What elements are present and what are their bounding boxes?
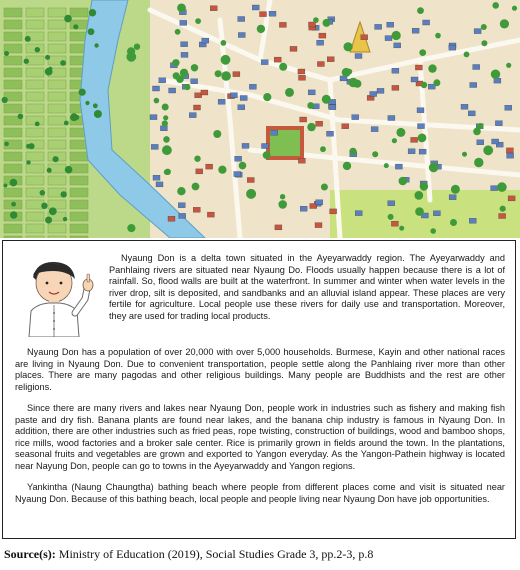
- field-plot: [26, 104, 44, 113]
- tree: [257, 25, 265, 33]
- field-plot: [48, 44, 66, 53]
- house-roof: [207, 212, 214, 217]
- tree: [462, 152, 467, 157]
- field-plot: [26, 164, 44, 173]
- house-roof: [151, 144, 158, 149]
- tree: [450, 219, 457, 226]
- tree: [349, 78, 358, 87]
- tree: [481, 24, 487, 30]
- tree: [175, 29, 181, 35]
- house-roof: [355, 211, 362, 216]
- tree: [421, 82, 427, 88]
- house-roof: [300, 117, 307, 122]
- field-plot: [48, 128, 66, 137]
- house-roof: [499, 214, 506, 219]
- house-roof: [417, 108, 424, 113]
- tree: [321, 184, 328, 191]
- field-plot: [4, 236, 22, 238]
- tree: [162, 145, 172, 155]
- field-plot: [70, 200, 88, 209]
- field-plot: [70, 188, 88, 197]
- tree: [435, 33, 441, 39]
- house-roof: [505, 105, 512, 110]
- tree: [500, 206, 506, 212]
- house-roof: [412, 28, 419, 33]
- tree: [392, 31, 401, 40]
- field-plot: [48, 32, 66, 41]
- house-roof: [196, 169, 203, 174]
- house-roof: [468, 111, 475, 116]
- field-plot: [26, 224, 44, 233]
- house-roof: [230, 93, 237, 98]
- house-roof: [191, 79, 198, 84]
- house-roof: [418, 124, 425, 129]
- house-roof: [169, 88, 176, 93]
- tree: [428, 64, 436, 72]
- tree: [384, 163, 389, 168]
- town-map-icon: [0, 0, 520, 238]
- house-roof: [238, 33, 245, 38]
- tree: [180, 69, 188, 77]
- field-plot: [4, 164, 22, 173]
- tree: [65, 166, 73, 174]
- tree: [417, 7, 424, 14]
- tree: [500, 19, 509, 28]
- tree: [165, 169, 171, 175]
- field-plot: [70, 224, 88, 233]
- tree: [45, 217, 52, 224]
- house-roof: [181, 42, 188, 47]
- field-plot: [4, 8, 22, 17]
- house-roof: [316, 200, 323, 205]
- house-roof: [240, 96, 247, 101]
- tree: [11, 202, 16, 207]
- house-roof: [433, 211, 440, 216]
- house-roof: [275, 225, 282, 230]
- field-plot: [48, 92, 66, 101]
- house-roof: [411, 137, 418, 142]
- house-roof: [247, 178, 254, 183]
- house-roof: [474, 29, 481, 34]
- tree: [60, 60, 66, 66]
- description-panel: [2, 240, 516, 539]
- tree: [418, 134, 427, 143]
- house-roof: [470, 83, 477, 88]
- house-roof: [178, 203, 185, 208]
- tree: [127, 224, 135, 232]
- tree: [61, 191, 67, 197]
- tree: [64, 15, 72, 23]
- tree: [35, 122, 40, 127]
- field-plot: [26, 68, 44, 77]
- tree: [24, 59, 29, 64]
- house-roof: [242, 143, 249, 148]
- field-plot: [26, 236, 44, 238]
- house-roof: [491, 186, 498, 191]
- house-roof: [298, 158, 305, 163]
- tree: [392, 138, 397, 143]
- tree: [26, 144, 31, 149]
- house-roof: [385, 36, 392, 41]
- house-roof: [153, 86, 160, 91]
- field-plot: [26, 212, 44, 221]
- house-roof: [391, 221, 398, 226]
- tree: [343, 162, 351, 170]
- field-plot: [48, 140, 66, 149]
- tree: [414, 191, 423, 200]
- tree: [399, 177, 408, 186]
- house-roof: [394, 43, 401, 48]
- tree: [63, 217, 67, 221]
- tree: [246, 189, 256, 199]
- house-roof: [181, 52, 188, 57]
- house-roof: [330, 209, 337, 214]
- house-roof: [506, 148, 513, 153]
- tree: [320, 146, 326, 152]
- house-roof: [388, 201, 395, 206]
- tree: [349, 148, 356, 155]
- tree: [464, 52, 470, 58]
- tree: [399, 226, 404, 231]
- tree: [192, 183, 200, 191]
- tree: [218, 166, 226, 174]
- tree: [49, 207, 57, 215]
- tree: [497, 182, 507, 192]
- field-plot: [26, 92, 44, 101]
- tree: [474, 158, 483, 167]
- tree: [491, 70, 500, 79]
- tree: [41, 203, 47, 209]
- tree: [307, 123, 315, 131]
- schoolboy-illustration-icon: [15, 259, 105, 337]
- tree: [18, 114, 24, 120]
- house-roof: [327, 131, 334, 136]
- field-plot: [70, 236, 88, 238]
- house-roof: [469, 218, 476, 223]
- house-roof: [423, 20, 430, 25]
- tree: [173, 72, 180, 79]
- field-plot: [4, 224, 22, 233]
- field-plot: [4, 68, 22, 77]
- house-roof: [179, 213, 186, 218]
- house-roof: [449, 45, 456, 50]
- field-plot: [70, 164, 88, 173]
- house-roof: [461, 104, 468, 109]
- tree: [70, 113, 78, 121]
- field-plot: [48, 200, 66, 209]
- tree: [481, 40, 487, 46]
- house-roof: [252, 5, 259, 10]
- house-roof: [316, 121, 323, 126]
- field-plot: [4, 20, 22, 29]
- tree: [45, 55, 50, 60]
- field-plot: [70, 20, 88, 29]
- house-roof: [449, 195, 456, 200]
- house-roof: [370, 92, 377, 97]
- house-roof: [210, 6, 217, 11]
- tree: [285, 88, 294, 97]
- house-roof: [317, 62, 324, 67]
- tree: [10, 211, 17, 218]
- tree: [430, 228, 436, 234]
- field-plot: [26, 8, 44, 17]
- house-roof: [419, 149, 426, 154]
- tree: [512, 6, 517, 11]
- tree: [215, 70, 222, 77]
- house-roof: [298, 69, 305, 74]
- source-text: Ministry of Education (2019), Social Studies Grade 3, pp.2-3, p.8: [55, 547, 374, 561]
- house-roof: [195, 93, 202, 98]
- house-roof: [361, 35, 368, 40]
- field-plot: [26, 176, 44, 185]
- field-plot: [48, 80, 66, 89]
- tree: [163, 136, 170, 143]
- house-roof: [194, 105, 201, 110]
- tree: [213, 130, 221, 138]
- field-plot: [4, 128, 22, 137]
- tree: [88, 28, 95, 35]
- house-roof: [189, 113, 196, 118]
- field-plot: [4, 56, 22, 65]
- field-plot: [48, 8, 66, 17]
- tree: [388, 214, 394, 220]
- house-roof: [153, 175, 160, 180]
- house-roof: [319, 33, 326, 38]
- house-roof: [261, 60, 268, 65]
- house-roof: [249, 84, 256, 89]
- house-roof: [342, 124, 349, 129]
- tree: [94, 110, 102, 118]
- tree: [73, 24, 78, 29]
- field-plot: [4, 32, 22, 41]
- tree: [221, 55, 231, 65]
- house-roof: [371, 127, 378, 132]
- house-roof: [193, 207, 200, 212]
- house-roof: [233, 72, 240, 77]
- tree: [53, 156, 59, 162]
- field-plot: [4, 152, 22, 161]
- tree: [25, 36, 31, 42]
- house-roof: [271, 130, 278, 135]
- house-roof: [159, 78, 166, 83]
- field-plot: [4, 104, 22, 113]
- tree: [85, 101, 89, 105]
- tree: [429, 163, 438, 172]
- house-roof: [150, 115, 157, 120]
- tree: [48, 67, 52, 71]
- house-roof: [262, 144, 269, 149]
- tree: [279, 63, 287, 71]
- house-roof: [415, 65, 422, 70]
- tree: [344, 42, 353, 51]
- house-roof: [395, 164, 402, 169]
- field-plot: [48, 116, 66, 125]
- house-roof: [492, 139, 499, 144]
- tree: [162, 104, 169, 111]
- tree: [26, 160, 30, 164]
- field-plot: [4, 80, 22, 89]
- house-roof: [327, 57, 334, 62]
- tree: [492, 2, 499, 9]
- tree: [372, 151, 378, 157]
- field-plot: [4, 188, 22, 197]
- field-plot: [70, 152, 88, 161]
- house-roof: [352, 115, 359, 120]
- house-roof: [308, 90, 315, 95]
- house-roof: [477, 140, 484, 145]
- house-roof: [180, 20, 187, 25]
- tree: [221, 40, 227, 46]
- tree: [313, 17, 319, 23]
- house-roof: [202, 38, 209, 43]
- field-plot: [48, 236, 66, 238]
- tree: [163, 115, 168, 120]
- tree: [94, 43, 98, 47]
- field-plot: [70, 8, 88, 17]
- tree: [263, 93, 271, 101]
- house-roof: [269, 11, 276, 16]
- tree: [419, 49, 426, 56]
- house-roof: [392, 85, 399, 90]
- field-plot: [48, 224, 66, 233]
- house-roof: [508, 196, 515, 201]
- field-plot: [48, 20, 66, 29]
- tree: [323, 19, 331, 27]
- house-roof: [355, 54, 362, 59]
- tree: [35, 47, 40, 52]
- house-roof: [201, 90, 208, 95]
- tree: [420, 182, 428, 190]
- house-roof: [375, 24, 382, 29]
- paragraph-2: Nyaung Don has a population of over 20,000 with over 5,000 households. Burmese, Kayin and other national races are living in Nyaung Don. Due to convenient transportation, people settle along the Panhlaing river more than other places. There are many pagodas and other religious buildings. Many people are Buddhists and the rest are other religions.: [15, 347, 505, 392]
- tree: [4, 142, 9, 147]
- house-roof: [156, 182, 163, 187]
- tree: [47, 168, 52, 173]
- house-roof: [235, 156, 242, 161]
- tree: [263, 151, 271, 159]
- tree: [3, 184, 7, 188]
- field-plot: [48, 104, 66, 113]
- tree: [40, 190, 46, 196]
- tree: [221, 71, 231, 81]
- intro-row: [15, 253, 505, 337]
- field-plot: [26, 80, 44, 89]
- house-roof: [234, 172, 241, 177]
- house-roof: [329, 105, 336, 110]
- house-roof: [218, 99, 225, 104]
- tree: [239, 162, 247, 170]
- house-roof: [260, 12, 267, 17]
- tree: [307, 102, 314, 109]
- house-roof: [388, 116, 395, 121]
- house-roof: [274, 57, 281, 62]
- house-roof: [309, 22, 316, 27]
- tree: [506, 63, 511, 68]
- house-roof: [392, 68, 399, 73]
- tree: [322, 95, 331, 104]
- field-plot: [26, 152, 44, 161]
- tree: [172, 59, 179, 66]
- field-plot: [26, 128, 44, 137]
- house-roof: [473, 65, 480, 70]
- tree: [451, 185, 460, 194]
- field-plot: [48, 176, 66, 185]
- source-citation: [4, 547, 516, 562]
- tree: [162, 120, 168, 126]
- tree: [433, 79, 440, 86]
- tree: [126, 52, 136, 62]
- tree: [64, 121, 69, 126]
- tree: [2, 97, 8, 103]
- house-roof: [168, 216, 175, 221]
- tree: [191, 64, 198, 71]
- tree: [184, 84, 190, 90]
- paragraph-3: Since there are many rivers and lakes near Nyaung Don, people work in industries such as fishery and making fish paste and dry fish. Banana plants are found near lakes, and the banana chip industry is famous in Nyaung Don. In addition, there are other industries such as fried peas, rope twisting, construction of buildings, wood and bamboo shops, rice mills, wood factories and a broker sale center. Rice is primarily grown in fields around the town. In the plantations, seasonal fruits and vegetables are grown and exported to Yangon everyday. As the Yangon-Pathein highway is located near Nayung Don, people can go to towns in the Ayeyarwaddy and Yangon regions.: [15, 403, 505, 471]
- tree: [4, 51, 9, 56]
- tree: [10, 179, 18, 187]
- house-roof: [377, 88, 384, 93]
- field-plot: [70, 176, 88, 185]
- tree: [473, 128, 481, 136]
- tree: [134, 44, 140, 50]
- tree: [346, 69, 352, 75]
- field-plot: [26, 200, 44, 209]
- tree: [177, 4, 186, 13]
- tree: [89, 9, 96, 16]
- tree: [195, 18, 201, 24]
- tree: [483, 145, 493, 155]
- paragraph-4: Yankintha (Naung Chaungtha) bathing beach where people from different places come and visit is situated near Nyaung Don. Because of this bathing beach, local people and people living near Nyaung Don have job opportunities.: [15, 482, 505, 504]
- tree: [93, 103, 98, 108]
- house-roof: [411, 77, 418, 82]
- house-roof: [315, 223, 322, 228]
- tree: [396, 128, 405, 137]
- house-roof: [507, 153, 514, 158]
- house-roof: [299, 75, 306, 80]
- house-roof: [206, 164, 213, 169]
- house-roof: [160, 126, 167, 131]
- house-roof: [495, 121, 502, 126]
- house-roof: [290, 46, 297, 51]
- house-roof: [300, 206, 307, 211]
- tree: [278, 200, 287, 209]
- tree: [194, 156, 200, 162]
- source-label: Source(s):: [4, 547, 56, 561]
- house-roof: [408, 149, 415, 154]
- tree: [415, 207, 424, 216]
- paragraph-1: Nyaung Don is a delta town situated in the Ayeyarwaddy region. The Ayeyarwaddy and Panhlaing rivers are situated near Nyaung Do. Floods usually happen because there is a lot of rainfall. So, flood walls are built at the waterfront. In summer and winter when water levels in the river drop, silt is deposited, and sandbanks and an alluvial island appear. These places are very fertile for agriculture. Local people use these rivers for daily use and transportation. Moreover, they are used for trading local products.: [109, 253, 505, 321]
- house-roof: [238, 17, 245, 22]
- tree: [177, 187, 185, 195]
- house-roof: [279, 22, 286, 27]
- house-roof: [238, 105, 245, 110]
- tree: [280, 194, 285, 199]
- tree: [79, 89, 86, 96]
- field-plot: [70, 212, 88, 221]
- field-plot: [26, 20, 44, 29]
- house-roof: [317, 40, 324, 45]
- tree: [154, 98, 160, 104]
- town-map-illustration: [0, 0, 520, 238]
- house-roof: [387, 22, 394, 27]
